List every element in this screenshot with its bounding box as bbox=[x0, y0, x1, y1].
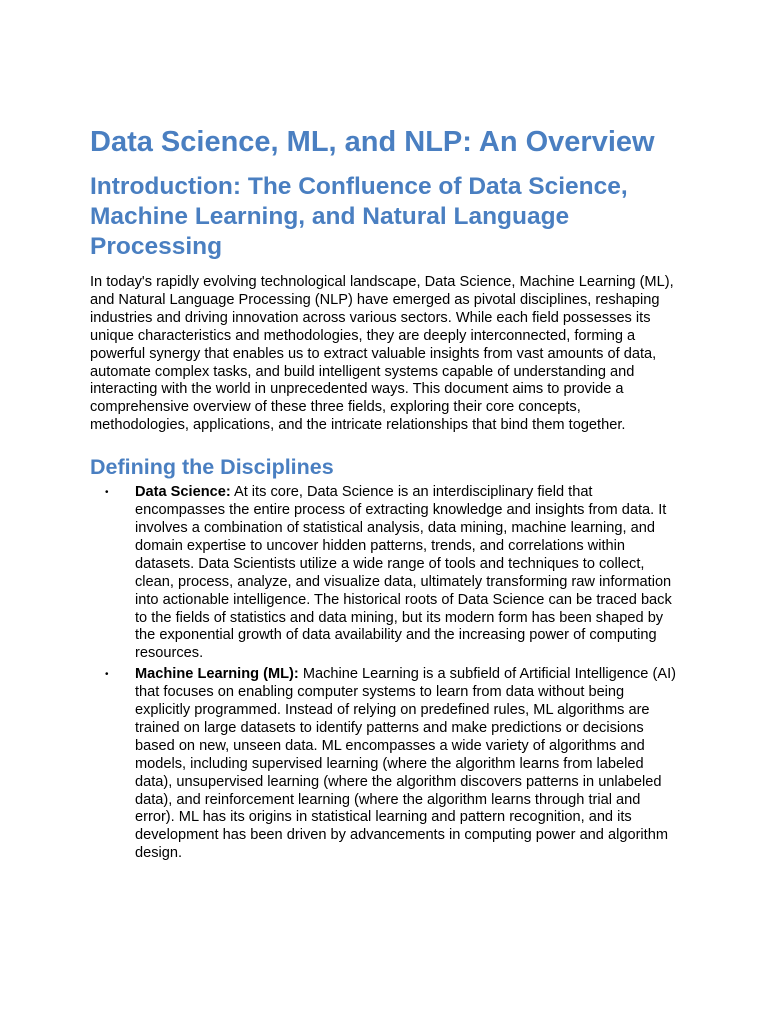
list-item-data-science bbox=[90, 484, 676, 663]
document-title: Data Science, ML, and NLP: An Overview bbox=[90, 126, 655, 158]
bullet-icon: • bbox=[105, 669, 109, 681]
disciplines-list bbox=[90, 484, 676, 863]
intro-paragraph: In today's rapidly evolving technological landscape, Data Science, Machine Learning (ML), and Natural Language Processing (NLP) have emerged as pivotal disciplines, reshaping industries and driving innovation across various sectors. While each field possesses its unique characteristics and methodologies, they are deeply interconnected, forming a powerful synergy that enables us to extract valuable insights from vast amounts of data, automate complex tasks, and build intelligent systems capable of understanding and interacting with the world in unprecedented ways. This document aims to provide a comprehensive overview of these three fields, exploring their core concepts, methodologies, applications, and the intricate relationships that bind them together. bbox=[90, 274, 674, 434]
bullet-term: Machine Learning (ML): bbox=[135, 666, 299, 683]
bullet-text: At its core, Data Science is an interdisciplinary field that encompasses the entire process of extracting knowledge and insights from data. It involves a combination of statistical analysis, data mining, machine learning, and domain expertise to uncover hidden patterns, trends, and correlations within datasets. Data Scientists utilize a wide range of tools and techniques to collect, clean, process, analyze, and visualize data, ultimately transforming raw information into actionable intelligence. The historical roots of Data Science can be traced back to the fields of statistics and data mining, but its modern form has been shaped by the exponential growth of data availability and the increasing power of computing resources. bbox=[135, 484, 672, 662]
list-item-machine-learning bbox=[90, 666, 676, 863]
bullet-text: Machine Learning is a subfield of Artificial Intelligence (AI) that focuses on enabling computer systems to learn from data without being explicitly programmed. Instead of relying on predefined rules, ML algorithms are trained on large datasets to identify patterns and make predictions or decisions based on new, unseen data. ML encompasses a wide variety of algorithms and models, including supervised learning (where the algorithm learns from labeled data), unsupervised learning (where the algorithm discovers patterns in unlabeled data), and reinforcement learning (where the algorithm learns through trial and error). ML has its origins in statistical learning and pattern recognition, and its development has been driven by advancements in computing power and algorithm design. bbox=[135, 666, 676, 862]
document-body bbox=[90, 124, 676, 866]
disciplines-heading: Defining the Disciplines bbox=[90, 455, 334, 480]
intro-heading: Introduction: The Confluence of Data Science, Machine Learning, and Natural Language Processing bbox=[90, 173, 628, 260]
bullet-icon: • bbox=[105, 487, 109, 499]
bullet-term: Data Science: bbox=[135, 484, 231, 501]
